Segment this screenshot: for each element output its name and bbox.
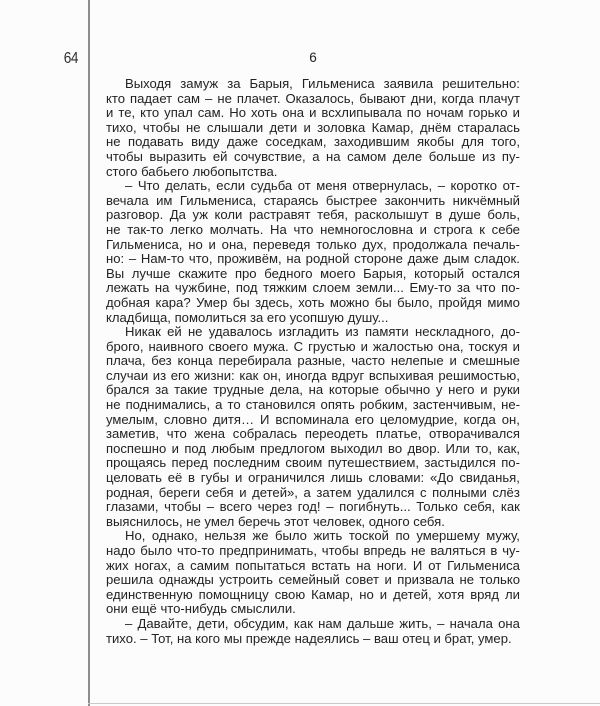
folio-page-number: 64 [63, 50, 78, 67]
text-line: брого, наивного своего мужа. С грустью и жалостью она, тоскуя и [106, 339, 520, 354]
text-line: кто падает сам – не плачет. Оказалось, бывают дни, когда плачут [106, 91, 520, 106]
paragraph [106, 179, 520, 325]
text-line: надо было что-то предпринимать, чтобы впредь не валяться в чу- [106, 544, 520, 558]
text-line: тихо, чтобы не слышали дети и золовка Камар, днём старалась [106, 120, 520, 135]
text-line: – Что делать, если судьба от меня отвернулась, – коротко от- [125, 179, 520, 194]
text-line: не так-то легко молчать. На что немногословна и строга к себе [106, 222, 520, 237]
text-line: единственную помощницу свою Камар, но и детей, хотя вряд ли [106, 587, 520, 602]
text-line: лежать на чужбине, под тяжким слоем земли... Ему-то за что по- [106, 281, 520, 296]
text-line: выяснилось, не умел беречь этот человек, одного себя. [106, 514, 445, 529]
text-line: Вы лучше скажите про бедного моего Барыя, который остался [106, 266, 520, 281]
text-line: Выходя замуж за Барыя, Гильмениса заявила решительно: [125, 77, 520, 91]
text-line: добная кара? Умер бы здесь, хоть можно бы было, пройдя мимо [106, 295, 520, 310]
text-line: умелым, словно дитя… И вспоминала его целомудрие, когда он, [106, 412, 520, 427]
paragraph [106, 529, 520, 617]
text-line: родная, береги себя и детей», а затем удалился с полными слёз [106, 485, 520, 500]
text-line: жих ногах, а самим попытаться встать на ноги. И от Гильмениса [106, 558, 520, 573]
text-line: – Давайте, дети, обсудим, как нам дальше жить, – начала она [125, 616, 520, 631]
text-line: поспешно и под любым предлогом выходил во двор. Или то, как, [106, 441, 520, 456]
text-line: не поднимались, а то становился опять робким, застенчивым, не- [106, 398, 520, 413]
text-line: глазами, чтобы – всего через год! – погибнуть... Только себя, как [106, 500, 520, 515]
text-line: но: – Нам-то что, проживём, на родной стороне даже дым сладок. [106, 252, 520, 267]
text-line: тихо. – Тот, на кого мы прежде надеялись – ваш отец и брат, умер. [106, 631, 512, 646]
text-line: плача, без конца перебирала разные, часто нелепые и смешные [106, 354, 520, 369]
text-line: прощаясь перед последним своим путешествием, застыдился по- [106, 456, 520, 471]
text-line: кладбища, помолиться за его усопшую душу... [106, 310, 389, 325]
text-line: Гильмениса, но и она, переведя только дух, продолжала печаль- [106, 237, 520, 252]
paragraph [106, 617, 520, 646]
text-line: заметив, что жена собралась переодеть платье, отворачивался [106, 427, 520, 442]
paragraph [106, 325, 520, 529]
text-line: не подавать виду даже соседкам, заходившим якобы для того, [106, 135, 520, 150]
text-line: Но, однако, нельзя же было жить тоской по умершему мужу, [125, 529, 520, 544]
text-line: брался за такие трудные дела, на которые обычно у него и руки [106, 383, 520, 398]
text-line: целовать её в губы и ограничился лишь словами: «До свиданья, [106, 471, 520, 486]
text-line: Никак ей не удавалось изгладить из памяти нескладного, до- [125, 325, 520, 340]
page-number: 6 [309, 50, 317, 65]
text-line: стого бабьего любопытства. [106, 164, 278, 179]
text-line: разговор. Да уж коли растравят тебя, расколышут в душе боль, [106, 208, 520, 223]
text-line: вечала им Гильмениса, стараясь быстрее закончить никчёмный [106, 193, 520, 208]
text-line: случаи из его жизни: как он, иногда вдруг вспыхивая решимостью, [106, 368, 520, 383]
text-line: и те, кто упал сам. Но хоть она и всхлипывала по ночам горько и [106, 106, 520, 121]
left-margin-rule [88, 0, 90, 706]
bottom-edge-line [88, 703, 600, 704]
text-line: решила однажды устроить семейный совет и призвала не только [106, 573, 520, 588]
text-line: они ещё что-нибудь смыслили. [106, 602, 296, 617]
body-text [106, 77, 520, 646]
paragraph [106, 77, 520, 179]
text-line: чтобы выразить ей сочувствие, а на самом деле больше из пу- [106, 149, 520, 164]
